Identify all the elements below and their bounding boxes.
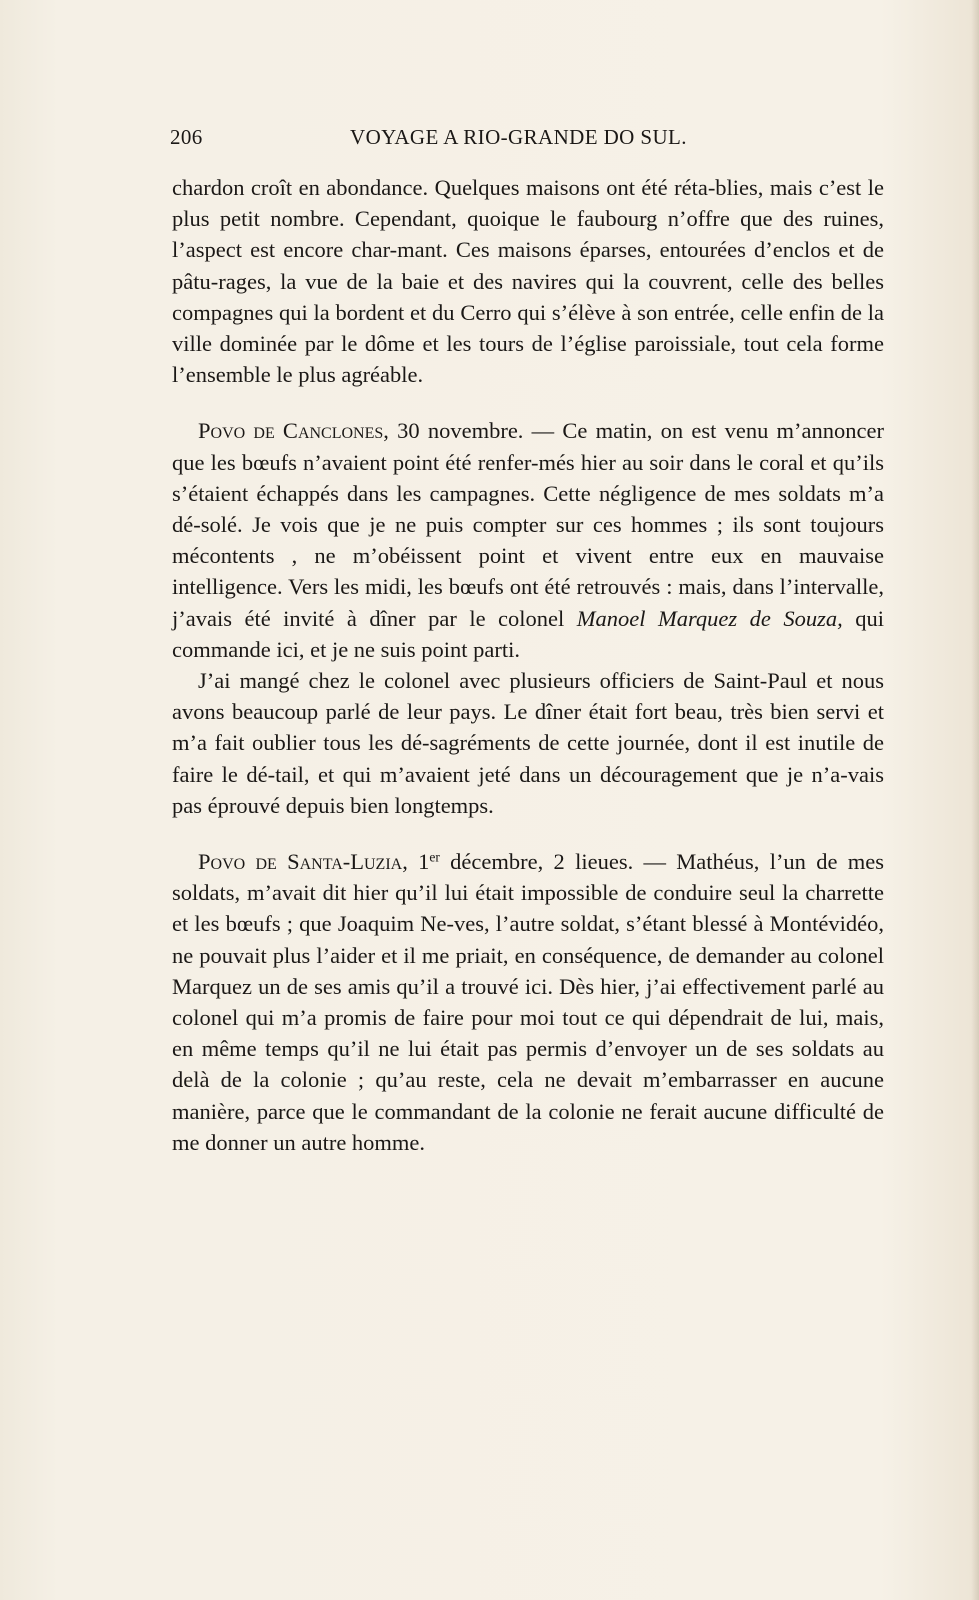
paragraph-4-text: décembre, 2 lieues. — Mathéus, l’un de mes soldats, m’avait dit hier qu’il lui était impossible de conduire seul la charrette et les bœufs ; que Joaquim Ne-ves, l’autre soldat, s’étant blessé à Montévidéo, ne pouvait plus l’aider et il me priait, en conséquence, de demander au colonel Marquez un de ses amis qu’il a trouvé ici. Dès hier, j’ai effectivement parlé au colonel qui m’a promis de faire pour moi tout ce qui dépendrait de lui, mais, en même temps qu’il ne lui était pas permis d’envoyer un de ses soldats au delà de la colonie ; qu’au reste, cela ne devait m’embarrasser en aucune manière, parce que le commandant de la colonie ne ferait aucune difficulté de me donner un autre homme. bbox=[172, 849, 885, 1155]
page-edge-shadow bbox=[971, 0, 979, 1600]
paragraph-2-text-b: qui commande ici, et je ne suis point parti. bbox=[172, 605, 884, 662]
person-name: Manoel Marquez de Souza, bbox=[576, 605, 843, 631]
paragraph-1-text: chardon croît en abondance. Quelques maisons ont été réta-blies, mais c’est le plus petit nombre. Cependant, quoique le faubourg n’offre que des ruines, l’aspect est encore char-mant. Ces maisons éparses, entourées d’enclos et de pâtu-rages, la vue de la baie et des navires qui la couvrent, celle des belles compagnes qui la bordent et du Cerro qui s’élève à son entrée, celle enfin de la ville dominée par le dôme et les tours de l’église paroissiale, tout cela forme l’ensemble le plus agréable. bbox=[172, 175, 884, 388]
paragraph-4 bbox=[172, 846, 884, 1158]
running-header bbox=[170, 125, 710, 157]
running-title: VOYAGE A RIO-GRANDE DO SUL. bbox=[350, 125, 687, 149]
entry-day: 1 bbox=[407, 849, 430, 875]
body-text bbox=[172, 172, 884, 1158]
paragraph-2-text-a: 30 novembre. — Ce matin, on est venu m’annoncer que les bœufs n’avaient point été renfer-més hier au soir dans le coral et qu’ils s’étaient échappés dans les campagnes. Cette négligence de mes soldats m’a dé-solé. Je vois que je ne puis compter sur ces hommes ; ils sont toujours mécontents , ne m’obéissent point et vivent entre eux en mauvaise intelligence. Vers les midi, les bœufs ont été retrouvés : mais, dans l’intervalle, j’avais été invité à dîner par le colonel bbox=[172, 418, 884, 631]
page-number: 206 bbox=[170, 125, 203, 149]
paragraph-3 bbox=[172, 665, 884, 821]
paragraph-3-text: J’ai mangé chez le colonel avec plusieurs officiers de Saint-Paul et nous avons beaucoup parlé de leur pays. Le dîner était fort beau, très bien servi et m’a fait oublier tous les dé-sagréments de cette journée, dont il est inutile de faire le dé-tail, et qui m’avaient jeté dans un découragement que je n’a-vais pas éprouvé depuis bien longtemps. bbox=[172, 668, 884, 818]
paragraph-1 bbox=[172, 172, 884, 390]
entry-place-santa-luzia: Povo de Santa-Luzia, bbox=[198, 849, 408, 875]
entry-place-canclones: Povo de Canclones, bbox=[198, 418, 389, 444]
paragraph-2 bbox=[172, 415, 884, 665]
entry-day-superscript: er bbox=[429, 849, 440, 865]
